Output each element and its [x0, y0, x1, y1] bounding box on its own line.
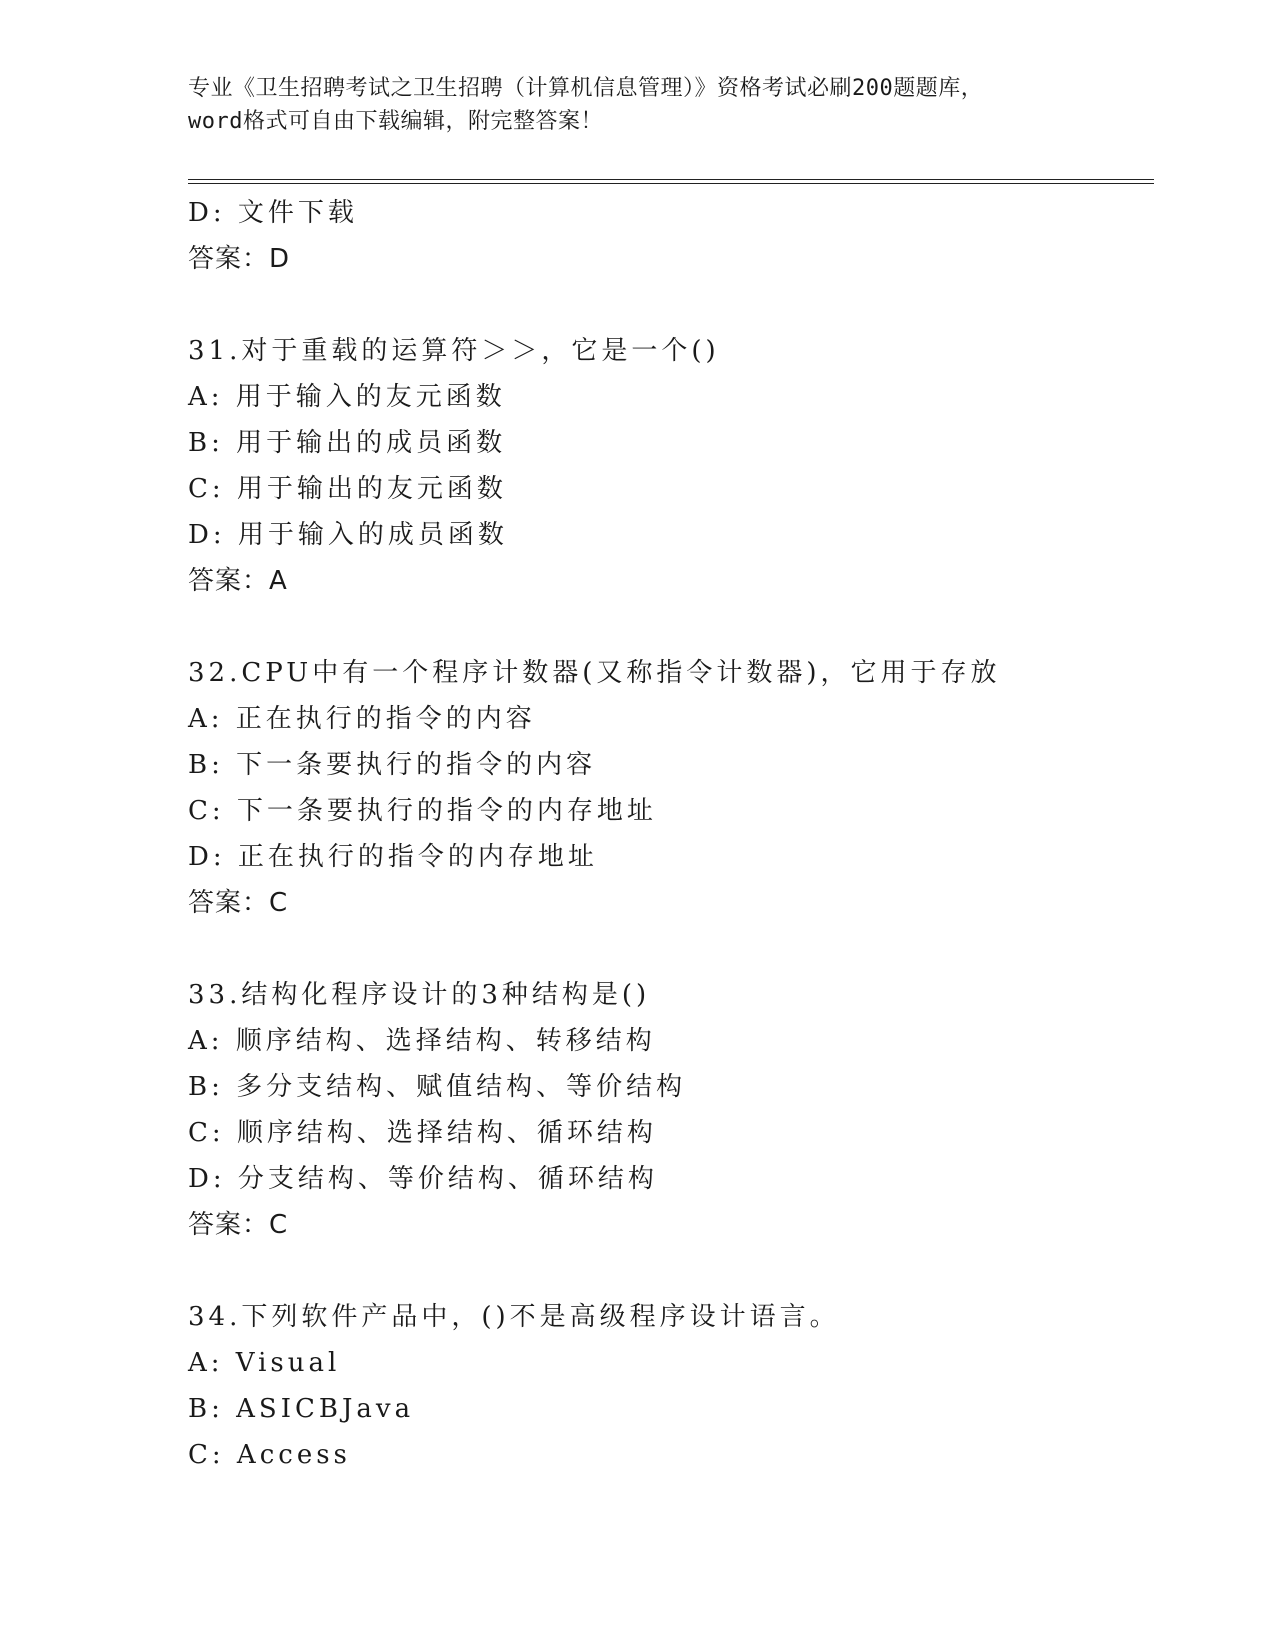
option-b: B: ASICBJava — [188, 1394, 415, 1424]
answer-line: 答案：C — [188, 1210, 289, 1240]
option-b: B: 用于输出的成员函数 — [188, 428, 507, 458]
option-d: D: 正在执行的指令的内存地址 — [188, 842, 598, 872]
previous-question-tail — [188, 190, 1148, 282]
question-32 — [188, 650, 1148, 926]
question-stem: 34.下列软件产品中，()不是高级程序设计语言。 — [188, 1302, 840, 1332]
option-b: B: 下一条要执行的指令的内容 — [188, 750, 597, 780]
option-c: C: Access — [188, 1440, 351, 1470]
option-c: C: 顺序结构、选择结构、循环结构 — [188, 1118, 657, 1148]
option-a: A: 顺序结构、选择结构、转移结构 — [188, 1026, 656, 1056]
option-b: B: 多分支结构、赋值结构、等价结构 — [188, 1072, 687, 1102]
question-spacer — [188, 1248, 1148, 1294]
document-header — [188, 72, 1088, 138]
question-list — [188, 190, 1148, 1478]
option-d: D: 文件下载 — [188, 198, 358, 228]
question-stem: 33.结构化程序设计的3种结构是() — [188, 980, 651, 1010]
option-c: C: 用于输出的友元函数 — [188, 474, 507, 504]
question-stem: 31.对于重载的运算符＞＞，它是一个() — [188, 336, 720, 366]
option-a: A: Visual — [188, 1348, 341, 1378]
option-a: A: 正在执行的指令的内容 — [188, 704, 536, 734]
question-stem: 32.CPU中有一个程序计数器(又称指令计数器)，它用于存放 — [188, 658, 1001, 688]
header-divider — [188, 179, 1154, 184]
question-spacer — [188, 282, 1148, 328]
answer-line: 答案：A — [188, 566, 288, 596]
question-34 — [188, 1294, 1148, 1478]
answer-line: 答案：C — [188, 888, 289, 918]
header-title-line-2: word格式可自由下载编辑，附完整答案！ — [188, 109, 603, 134]
answer-line: 答案：D — [188, 244, 291, 274]
question-33 — [188, 972, 1148, 1248]
option-d: D: 用于输入的成员函数 — [188, 520, 508, 550]
option-d: D: 分支结构、等价结构、循环结构 — [188, 1164, 658, 1194]
option-c: C: 下一条要执行的指令的内存地址 — [188, 796, 657, 826]
question-31 — [188, 328, 1148, 604]
question-spacer — [188, 926, 1148, 972]
option-a: A: 用于输入的友元函数 — [188, 382, 506, 412]
header-title-line-1: 专业《卫生招聘考试之卫生招聘（计算机信息管理）》资格考试必刷200题题库， — [188, 76, 984, 101]
question-spacer — [188, 604, 1148, 650]
